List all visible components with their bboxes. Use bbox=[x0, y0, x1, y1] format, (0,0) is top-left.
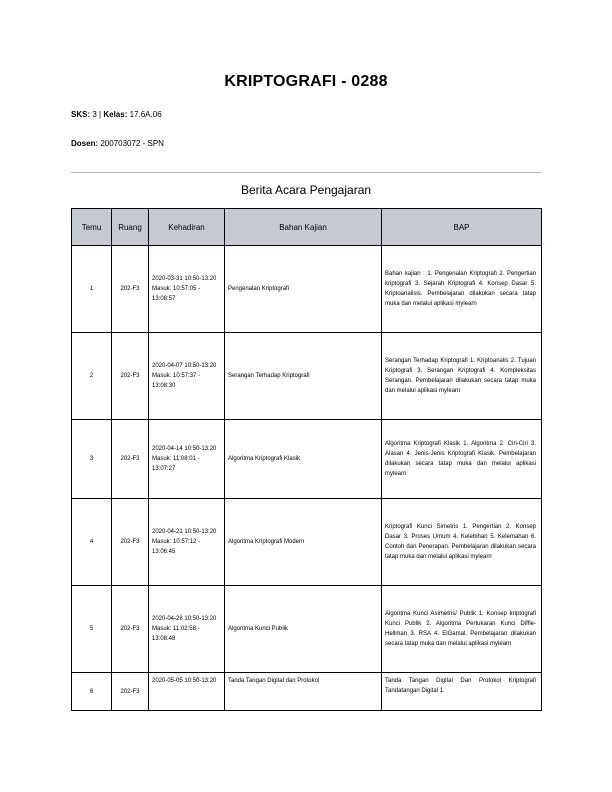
table-row bbox=[72, 420, 542, 499]
table-row bbox=[72, 499, 542, 586]
separator: | bbox=[99, 110, 102, 119]
sks-kelas-line bbox=[71, 110, 162, 119]
cell-bahan-kajian: Tanda Tangan Digital dan Protokol bbox=[225, 673, 382, 711]
cell-kehadiran: 2020-04-14 10:50-13:20 Masuk: 11:08:01 - 13:07:27 bbox=[149, 420, 225, 499]
table-row bbox=[72, 246, 542, 333]
cell-temu: 3 bbox=[72, 420, 112, 499]
cell-temu: 2 bbox=[72, 333, 112, 420]
table-row bbox=[72, 673, 542, 711]
table-header-row bbox=[72, 209, 542, 246]
table-row bbox=[72, 333, 542, 420]
dosen-value: 200703072 - SPN bbox=[100, 139, 164, 148]
cell-bap: Algoritma Kunci Asimetris/ Publik 1. Konsep kriptografi Kunci Publik 2. Algoritma Pertukaran Kunci Diffie-Hellman 3. RSA 4. ElGamal. Pembelajaran dilakukan secara tatap muka dan melalui aplikasi mylearn bbox=[382, 586, 542, 673]
cell-kehadiran: 2020-04-21 10:50-13:20 Masuk: 10:57:12 - 13:06:45 bbox=[149, 499, 225, 586]
cell-bap: Serangan Terhadap Kriptografi 1. Kriptoanalis 2. Tujuan Kriptografi 3. Serangan Kriptografi 4. Kompleksitas Serangan. Pembelajaran dilakukan secara tatap muka dan melalui aplikasi mylearn bbox=[382, 333, 542, 420]
divider bbox=[71, 172, 541, 173]
cell-ruang: 202-F3 bbox=[112, 586, 149, 673]
cell-bahan-kajian: Pengenalan Kriptografi bbox=[225, 246, 382, 333]
dosen-label: Dosen: bbox=[71, 139, 99, 148]
cell-bahan-kajian: Algoritma Kriptografi Klasik bbox=[225, 420, 382, 499]
sks-label: SKS: bbox=[71, 110, 91, 119]
sks-value: 3 bbox=[92, 110, 97, 119]
document-title: KRIPTOGRAFI - 0288 bbox=[224, 73, 388, 90]
cell-ruang: 202-F3 bbox=[112, 673, 149, 711]
dosen-line bbox=[71, 139, 164, 148]
table-row bbox=[72, 586, 542, 673]
section-title: Berita Acara Pengajaran bbox=[240, 183, 372, 197]
cell-bap: Kriptografi Kunci Simetris 1. Pengertian 2. Konsep Dasar 3. Proses Umum 4. Kelebihan 5. Kelemahan 6. Contoh dan Penerapan. Pembelajaran dilakukan secara tatap muka dan melalui aplikasi mylearn bbox=[382, 499, 542, 586]
header-bap: BAP bbox=[382, 209, 542, 246]
kelas-label: Kelas: bbox=[103, 110, 128, 119]
cell-bahan-kajian: Serangan Terhadap Kriptografi bbox=[225, 333, 382, 420]
cell-kehadiran: 2020-03-31 10:50-13:20 Masuk: 10:57:05 - 13:08:57 bbox=[149, 246, 225, 333]
cell-temu: 5 bbox=[72, 586, 112, 673]
cell-ruang: 202-F3 bbox=[112, 420, 149, 499]
cell-ruang: 202-F3 bbox=[112, 499, 149, 586]
header-ruang: Ruang bbox=[112, 209, 149, 246]
header-bahan-kajian: Bahan Kajian bbox=[225, 209, 382, 246]
header-temu: Temu bbox=[72, 209, 112, 246]
cell-bap: Tanda Tangan Digital Dan Protokol Kriptografi Tandatangan Digital 1. bbox=[382, 673, 542, 711]
cell-kehadiran: 2020-05-05 10:50-13:20 bbox=[149, 673, 225, 711]
cell-ruang: 202-F3 bbox=[112, 333, 149, 420]
cell-temu: 6 bbox=[72, 673, 112, 711]
cell-kehadiran: 2020-04-28 10:50-13:20 Masuk: 11:02:58 - 13:08:48 bbox=[149, 586, 225, 673]
cell-bahan-kajian: Algoritma Kriptografi Modern bbox=[225, 499, 382, 586]
cell-temu: 1 bbox=[72, 246, 112, 333]
cell-ruang: 202-F3 bbox=[112, 246, 149, 333]
cell-bap: Algoritma Kriptografi Klasik 1. Algoritma 2. Ciri-Ciri 3. Alasan 4. Jenis-Jenis Kriptografi Klasik. Pembelajaran dilakukan secara tatap muka dan melalui aplikasi mylearn bbox=[382, 420, 542, 499]
kelas-value: 17.6A.06 bbox=[129, 110, 162, 119]
cell-kehadiran: 2020-04-07 10:50-13:20 Masuk: 10:57:37 - 13:08:30 bbox=[149, 333, 225, 420]
cell-temu: 4 bbox=[72, 499, 112, 586]
header-kehadiran: Kehadiran bbox=[149, 209, 225, 246]
bap-table bbox=[71, 208, 542, 711]
cell-bap: Bahan kajian : 1. Pengenalan Kriptografi 2. Pengertian kriptografi 3. Sejarah Kriptografi 4. Konsep Dasar 5. Kriptoanalisis. Pembelajaran dilakukan secara tatap muka dan melalui aplikasi mylearn bbox=[382, 246, 542, 333]
cell-bahan-kajian: Algoritma Kunci Publik bbox=[225, 586, 382, 673]
